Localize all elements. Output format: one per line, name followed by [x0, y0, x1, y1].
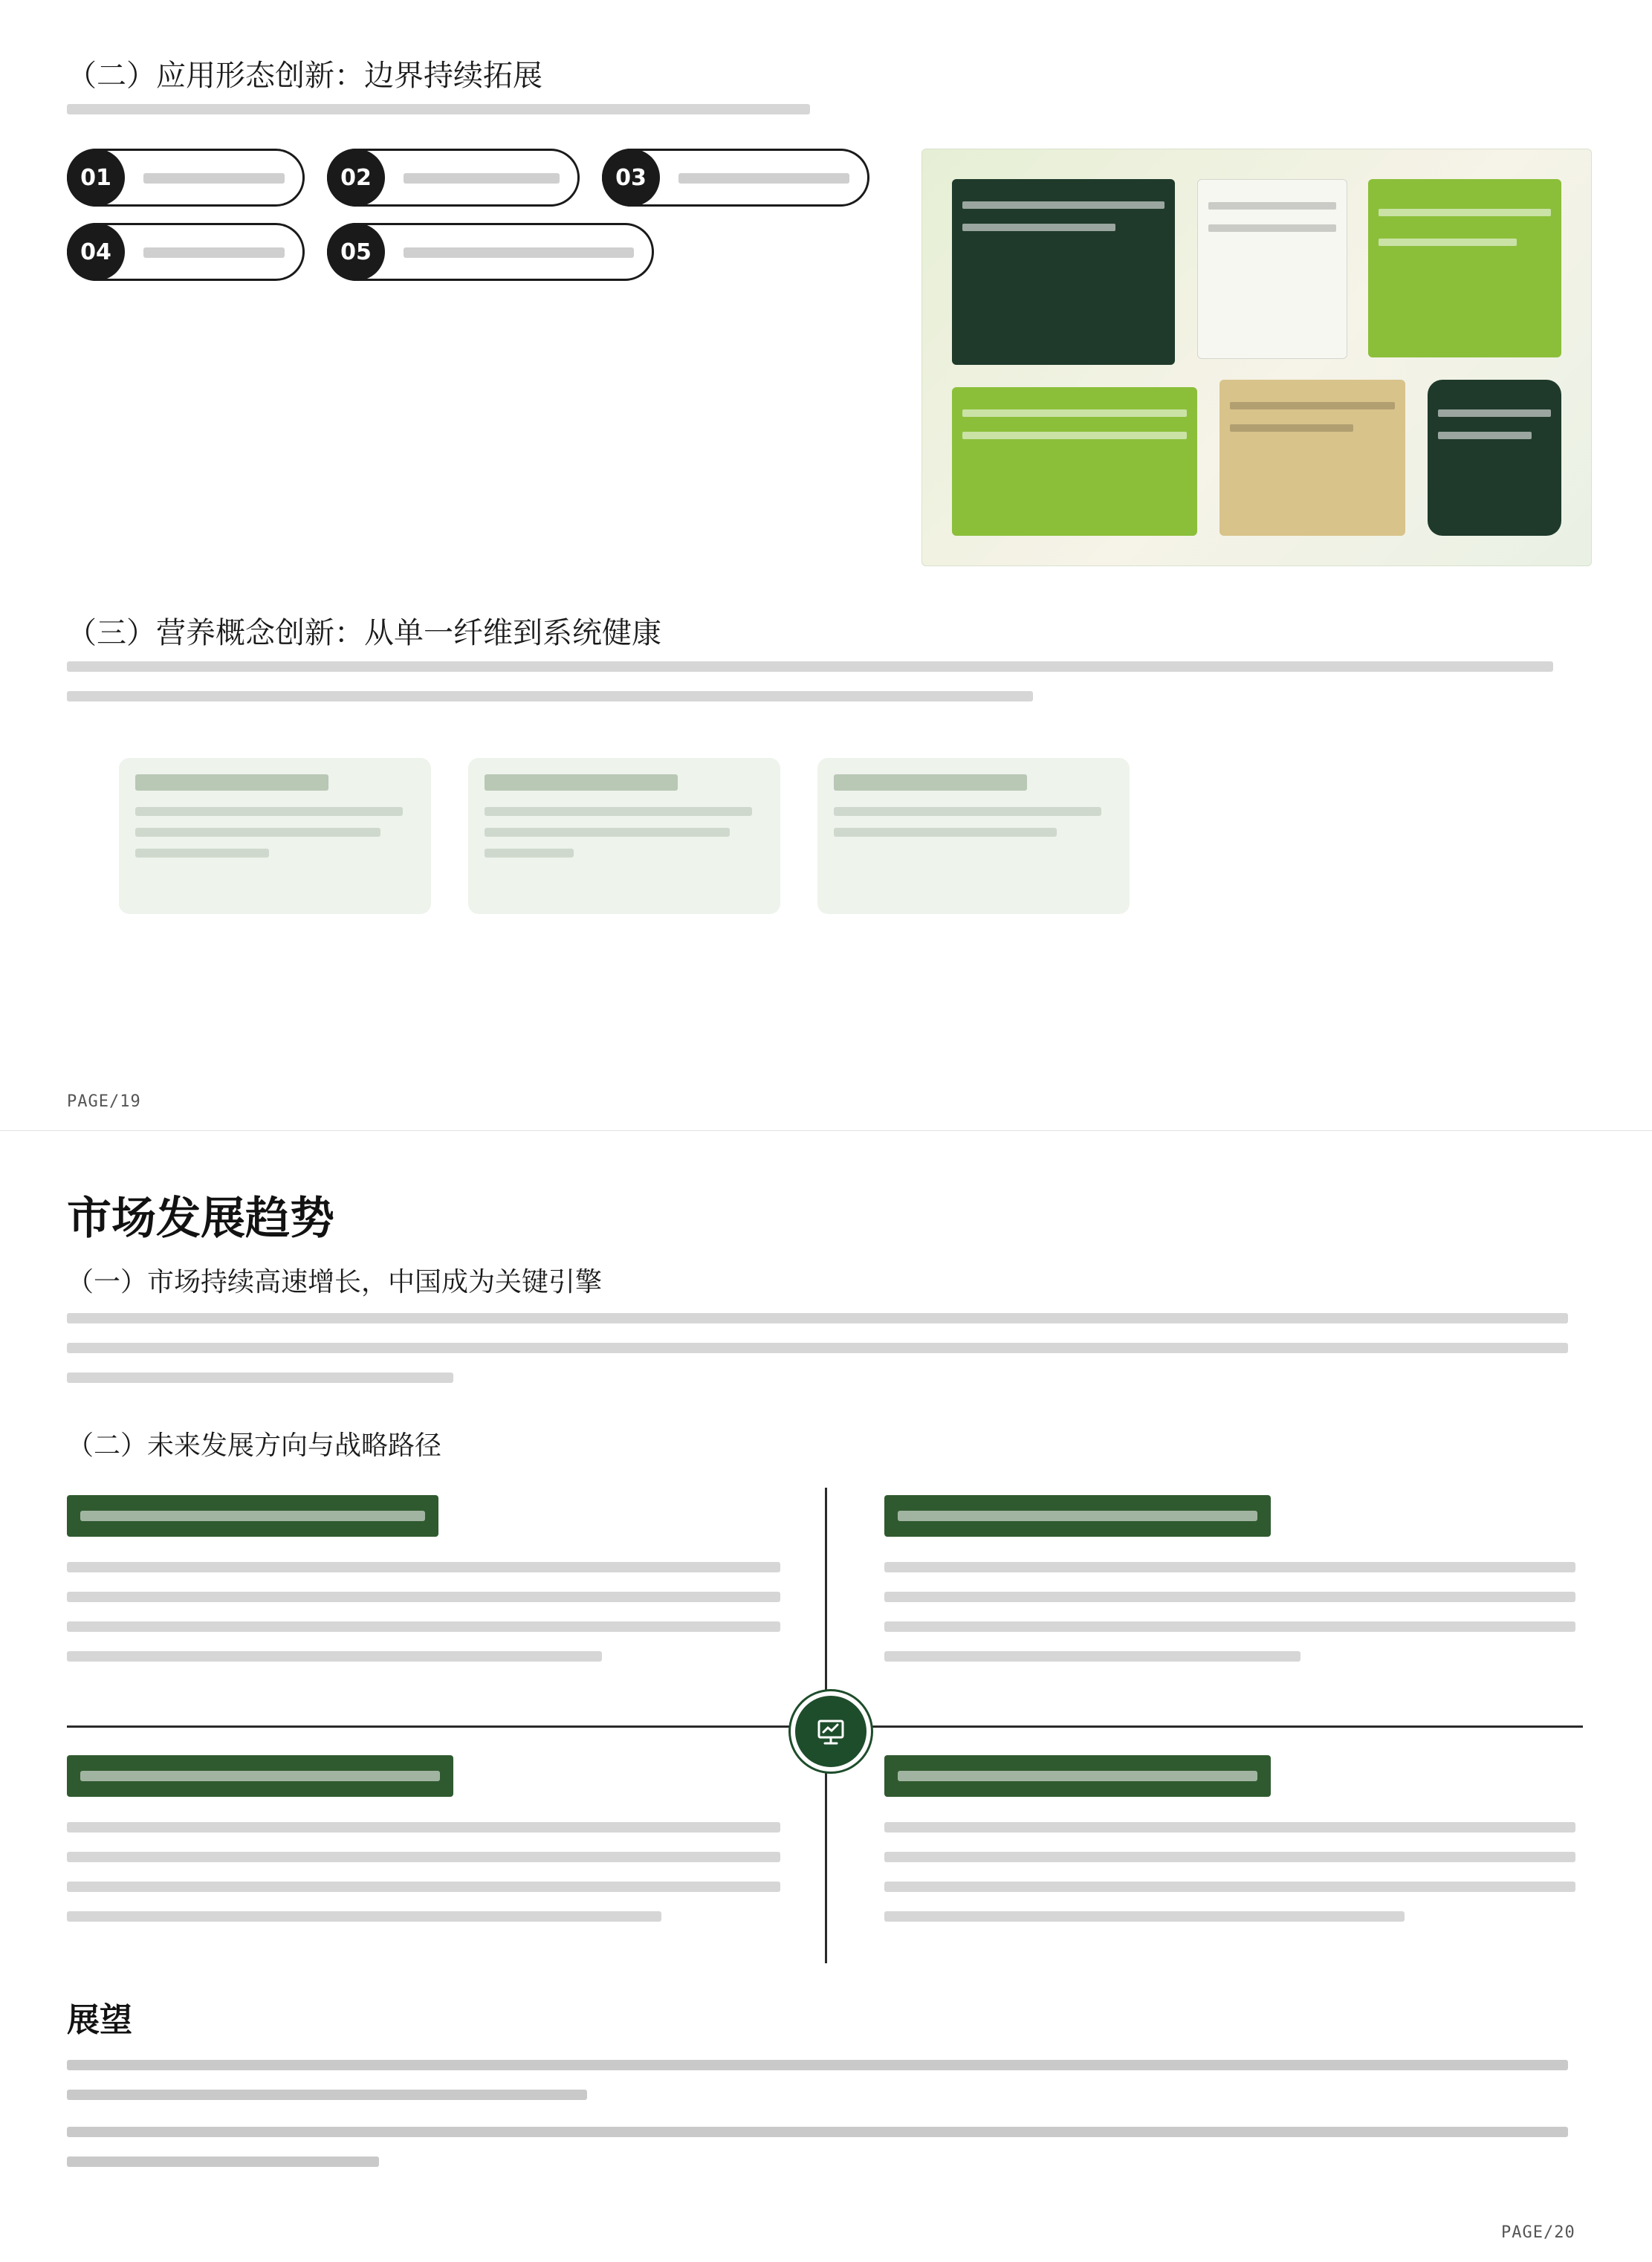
category-chip-05	[327, 223, 654, 281]
outlook-body-placeholder	[67, 2156, 379, 2167]
solution-card	[119, 758, 431, 914]
chip-number: 02	[327, 149, 385, 207]
chip-number: 01	[67, 149, 125, 207]
chip-label-placeholder	[404, 173, 560, 184]
chip-number: 04	[67, 223, 125, 281]
section-3-body-placeholder	[67, 661, 1553, 672]
category-chip-01	[67, 149, 305, 207]
section-1-title: （一）市场持续高速增长，中国成为关键引擎	[67, 1267, 603, 1297]
page-number: PAGE/20	[1501, 2223, 1575, 2242]
chip-label-placeholder	[678, 173, 849, 184]
chip-label-placeholder	[143, 247, 285, 258]
outlook-body-placeholder	[67, 2127, 1568, 2137]
section-1-body-placeholder	[67, 1373, 453, 1383]
page-number: PAGE/19	[67, 1092, 141, 1111]
chip-label-placeholder	[143, 173, 285, 184]
strategy-tag-04	[884, 1755, 1271, 1797]
main-title: 市场发展趋势	[67, 1193, 334, 1245]
page-20	[0, 1131, 1652, 2262]
strategy-tag-01	[67, 1495, 438, 1537]
strategy-hub-icon	[791, 1691, 871, 1772]
outlook-body-placeholder	[67, 2060, 1568, 2070]
strategy-tag-02	[67, 1755, 453, 1797]
section-1-body-placeholder	[67, 1313, 1568, 1323]
chip-label-placeholder	[404, 247, 634, 258]
product-pack	[1197, 179, 1347, 359]
section-2-title: （二）未来发展方向与战略路径	[67, 1430, 442, 1461]
section-3-title: （三）营养概念创新：从单一纤维到系统健康	[67, 616, 661, 650]
outlook-title: 展望	[67, 2001, 132, 2039]
section-3-body-placeholder	[67, 691, 1033, 701]
chip-number: 05	[327, 223, 385, 281]
solution-card	[817, 758, 1130, 914]
category-chip-03	[602, 149, 869, 207]
product-showcase-image	[921, 149, 1592, 566]
product-pack	[1219, 380, 1405, 536]
section-2-title: （二）应用形态创新：边界持续拓展	[67, 59, 542, 93]
screen-icon	[813, 1714, 849, 1749]
solution-card	[468, 758, 780, 914]
strategy-tag-03	[884, 1495, 1271, 1537]
product-jar	[1428, 380, 1561, 536]
category-chip-02	[327, 149, 580, 207]
product-box	[952, 179, 1175, 365]
category-chip-04	[67, 223, 305, 281]
product-pack	[952, 387, 1197, 536]
outlook-body-placeholder	[67, 2090, 587, 2100]
section-1-body-placeholder	[67, 1343, 1568, 1353]
section-2-intro-placeholder	[67, 104, 810, 114]
product-pack	[1368, 179, 1561, 357]
chip-number: 03	[602, 149, 660, 207]
